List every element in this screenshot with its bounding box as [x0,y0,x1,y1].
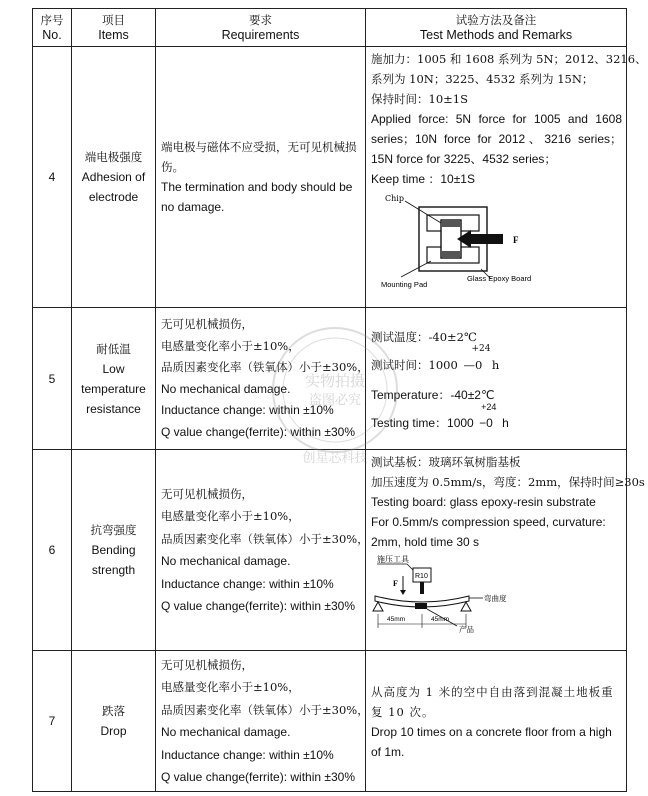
method-time-en [371,401,622,433]
seal-sub-text: 盗图必究 [308,393,362,408]
header-row [33,9,627,47]
col-req-zh: 要求 [249,12,272,27]
dim-left-label: 45mm [387,616,406,623]
requirement-cell [156,450,369,651]
method-zh-line: 施加力：1005 和 1608 系列为 5N；2012、3216、 [371,52,647,66]
tolerance-minus: —0 [463,357,483,372]
pad-label: Mounting Pad [381,280,428,289]
requirement-cell [156,308,369,450]
col-items-en: Items [98,27,129,42]
method-zh-line: 系列为 10N；3225、4532 系列为 15N； [371,72,594,86]
requirement-line: Q value change(ferrite): within ±30% [161,424,356,439]
requirement-line: No mechanical damage. [161,554,291,568]
col-method-en: Test Methods and Remarks [419,27,573,42]
table-row [33,651,627,792]
item-en: Low [102,361,125,376]
requirement-line: No mechanical damage. [161,381,291,396]
requirement-line: Q value change(ferrite): within ±30% [161,770,356,784]
item-cell [72,47,156,308]
requirement-line: 电感量变化率小于±10%， [161,338,300,353]
tolerance-minus: −0 [479,415,493,430]
item-zh: 跌落 [102,704,125,718]
requirement-line: Inductance change: within ±10% [161,403,334,417]
time-unit: h [491,357,500,372]
press-tool-tip [420,582,424,594]
col-method-zh: 试验方法及备注 [455,12,537,27]
time-unit: h [502,415,509,430]
method-zh-line: 保持时间：10±1S [371,92,468,106]
requirement-line: 品质因素变化率（铁氧体）小于±30%， [161,360,369,374]
item-en: strength [91,563,136,577]
requirement-line: 无可见机械损伤， [161,486,253,501]
force-label: F [393,579,398,588]
item-en: Drop [100,724,127,738]
method-zh: 从高度为 1 米的空中自由落到混凝土地板重复 10 次。 [371,685,614,719]
tool-leader-line [407,564,413,570]
method-temp-zh: 测试温度：-40±2℃ [371,329,477,344]
board-label: Glass Epoxy Board [467,274,532,283]
col-header-items [72,9,156,47]
test-spec-table [32,8,647,792]
item-en: resistance [86,401,141,416]
col-header-methods [366,9,627,47]
time-label: 测试时间：1000 [371,357,458,372]
force-label: F [513,235,519,245]
item-cell [72,308,156,450]
requirement-cell [156,651,369,792]
method-cell [366,308,627,450]
method-time-zh [371,343,622,375]
tool-label: 施压工具 [377,555,409,564]
seal-brand-text: 创星芯科技 [302,451,368,466]
force-arrow-head [400,590,406,595]
row-number: 6 [33,450,72,651]
requirement-cell [156,47,366,308]
method-zh-line: 测试基板：玻璃环氧树脂基板 [371,455,521,469]
dim-right-label: 45mm [431,616,450,623]
requirement-line: Inductance change: within ±10% [161,576,334,591]
chip-terminal-bottom [441,251,461,257]
requirement-line: 无可见机械损伤， [161,317,253,331]
time-tolerance [477,401,497,433]
requirement-line: No mechanical damage. [161,725,291,739]
col-items-zh: 项目 [102,12,125,27]
time-label: Testing time：1000 [371,415,474,430]
requirement-line: 电感量变化率小于±10%， [161,680,300,694]
requirement-line: 品质因素变化率（铁氧体）小于±30%， [161,531,369,546]
bend-label: 弯曲度 [484,594,507,603]
method-en: Drop 10 times on a concrete floor from a high of 1m. [371,725,612,759]
col-seq-en: No. [42,27,62,42]
item-cell [72,450,156,651]
method-temp-en: Temperature：-40±2℃ [371,387,495,402]
method-cell [366,450,645,651]
method-en-line: Testing board: glass epoxy-resin substrate [371,495,596,509]
row-number: 4 [33,47,72,308]
col-header-seq [33,9,72,47]
method-en-force: Applied force: 5N force for 1005 and 1608 series；10N force for 2012、3216 series；15N force for 3225、4532 series； [371,112,622,166]
requirement-line: Q value change(ferrite): within ±30% [161,599,356,613]
requirement-line: Inductance change: within ±10% [161,747,334,762]
item-cell [72,651,156,792]
bending-test-diagram [371,552,561,642]
method-cell [366,651,627,792]
item-en: temperature [81,381,146,396]
chip-label: Chip [385,194,404,203]
table-row [33,47,627,308]
r10-label: R10 [415,573,428,580]
seal-main-text: 实物拍摄 [304,372,366,390]
support-right [461,602,471,611]
chip-terminal-top [441,221,461,227]
requirement-line: 电感量变化率小于±10%， [161,509,300,523]
item-en: Adhesion of [81,170,146,184]
requirement-line: 无可见机械损伤， [161,657,253,672]
item-zh: 耐低温 [96,341,131,356]
method-zh-line: 加压速度为 0.5mm/s，弯度：2mm，保持时间≥30s [371,475,645,489]
col-seq-zh: 序号 [40,12,64,27]
item-zh: 抗弯强度 [90,523,137,537]
method-en-line: For 0.5mm/s compression speed, curvature: 2mm, hold time 30 s [371,515,606,549]
row-number: 5 [33,308,72,450]
support-left [373,602,383,611]
requirement-zh: 端电极与磁体不应受损，无可见机械损伤。 [161,140,357,174]
requirement-line: 品质因素变化率（铁氧体）小于±30%， [161,702,369,717]
time-tolerance [461,343,491,375]
item-en: Bending [91,543,136,557]
requirement-en: The termination and body should be no damage. [161,180,353,214]
table-row [33,308,627,450]
table-row [33,450,627,651]
row-number: 7 [33,651,72,792]
product-label: 产品 [459,625,474,634]
method-cell [366,47,647,308]
adhesion-test-diagram [371,193,551,289]
method-en-keep: Keep time ：10±1S [371,172,475,186]
item-en: electrode [88,190,139,204]
col-header-requirements [156,9,366,47]
col-req-en: Requirements [221,27,300,42]
tolerance-plus: +24 [471,343,491,354]
product-shape [415,603,427,609]
tolerance-plus: +24 [481,401,497,412]
item-zh: 端电极强度 [84,150,143,164]
